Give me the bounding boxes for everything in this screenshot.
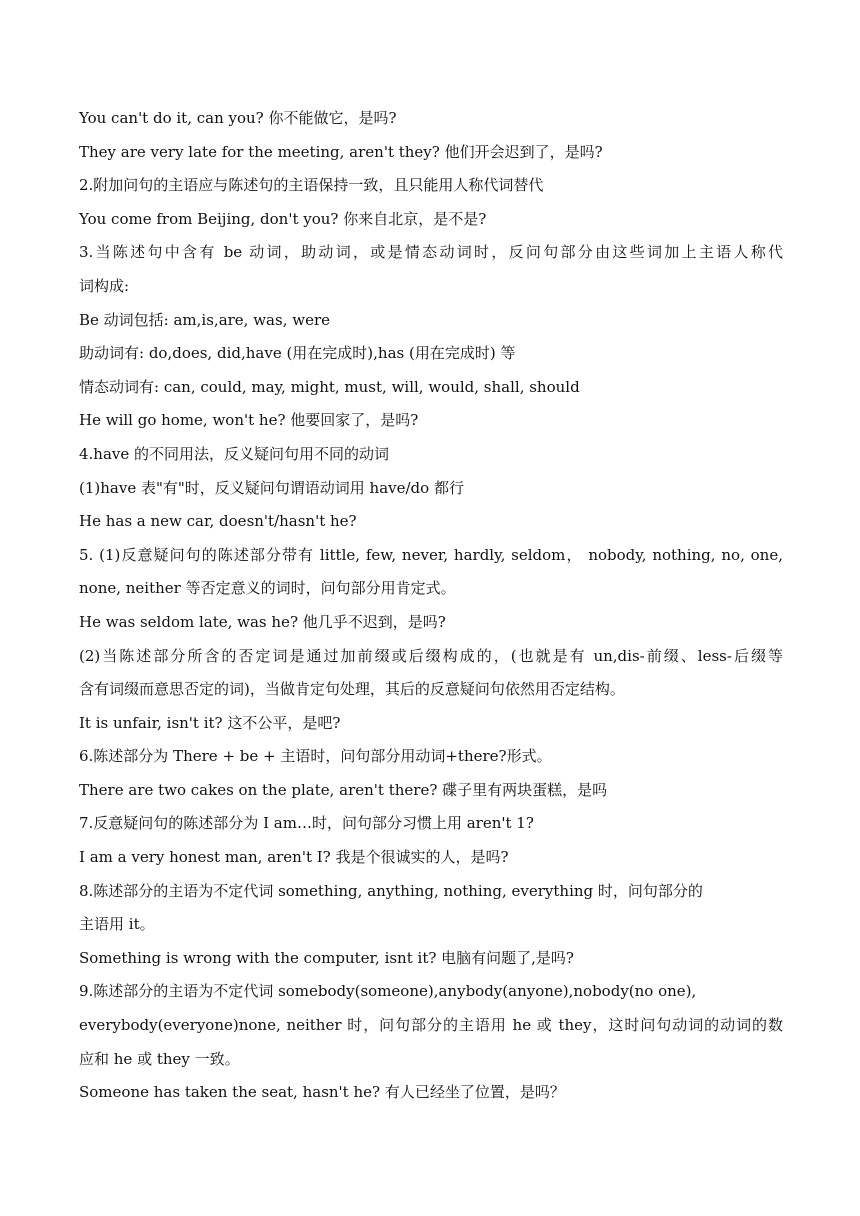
text-line: He has a new car, doesn't/hasn't he? <box>79 512 357 531</box>
text-line: He will go home, won't he? 他要回家了，是吗? <box>79 411 419 430</box>
text-line: It is unfair, isn't it? 这不公平，是吧? <box>79 713 341 732</box>
rule-heading: 8.陈述部分的主语为不定代词 something, anything, nothing, everything 时，问句部分的 <box>79 881 703 900</box>
rule-heading: 2.附加问句的主语应与陈述句的主语保持一致，且只能用人称代词替代 <box>79 176 544 195</box>
text-line: 词构成: <box>79 276 130 295</box>
text-line: 情态动词有: can, could, may, might, must, will, would, shall, should <box>79 377 580 396</box>
rule-heading: 4.have 的不同用法，反义疑问句用不同的动词 <box>79 444 390 463</box>
text-line: everybody(everyone)none, neither 时，问句部分的主语用 he 或 they，这时问句动词的动词的数 <box>79 1016 783 1035</box>
text-line: Something is wrong with the computer, isnt it? 电脑有问题了,是吗? <box>79 948 574 967</box>
rule-heading: 9.陈述部分的主语为不定代词 somebody(someone),anybody(anyone),nobody(no one), <box>79 982 697 1001</box>
text-line: (1)have 表"有"时，反义疑问句谓语动词用 have/do 都行 <box>79 478 464 497</box>
text-line: Someone has taken the seat, hasn't he? 有人已经坐了位置，是吗？ <box>79 1083 565 1102</box>
text-line: 含有词缀而意思否定的词)，当做肯定句处理，其后的反意疑问句依然用否定结构。 <box>79 680 625 699</box>
rule-heading: 3.当陈述句中含有 be 动词，助动词，或是情态动词时，反问句部分由这些词加上主语人称代 <box>79 243 783 262</box>
text-line: You can't do it, can you? 你不能做它，是吗? <box>79 109 397 127</box>
document-body <box>79 102 783 1110</box>
text-line: You come from Beijing, don't you? 你来自北京，是不是? <box>79 209 487 228</box>
text-line: none, neither 等否定意义的词时，问句部分用肯定式。 <box>79 579 456 598</box>
text-line: There are two cakes on the plate, aren't there? 碟子里有两块蛋糕，是吗 <box>79 780 608 799</box>
text-line: I am a very honest man, aren't I? 我是个很诚实的人，是吗? <box>79 848 509 867</box>
text-line: Be 动词包括: am,is,are, was, were <box>79 310 330 329</box>
rule-heading: 6.陈述部分为 There + be + 主语时，问句部分用动词+there?形式。 <box>79 747 552 766</box>
rule-heading: 5. (1)反意疑问句的陈述部分带有 little, few, never, hardly, seldom， nobody, nothing, no, one, <box>79 545 783 564</box>
rule-heading: 7.反意疑问句的陈述部分为 I am…时，问句部分习惯上用 aren't 1? <box>79 814 534 833</box>
text-line: They are very late for the meeting, aren't they? 他们开会迟到了，是吗? <box>79 142 603 161</box>
text-line: He was seldom late, was he? 他几乎不迟到，是吗? <box>79 612 446 631</box>
text-line: 助动词有: do,does, did,have (用在完成时),has (用在完成时) 等 <box>79 344 516 363</box>
text-line: (2)当陈述部分所含的否定词是通过加前缀或后缀构成的，(也就是有 un,dis-前缀、less-后缀等 <box>79 646 783 665</box>
text-line: 应和 he 或 they 一致。 <box>79 1049 240 1068</box>
text-line: 主语用 it。 <box>79 915 155 934</box>
